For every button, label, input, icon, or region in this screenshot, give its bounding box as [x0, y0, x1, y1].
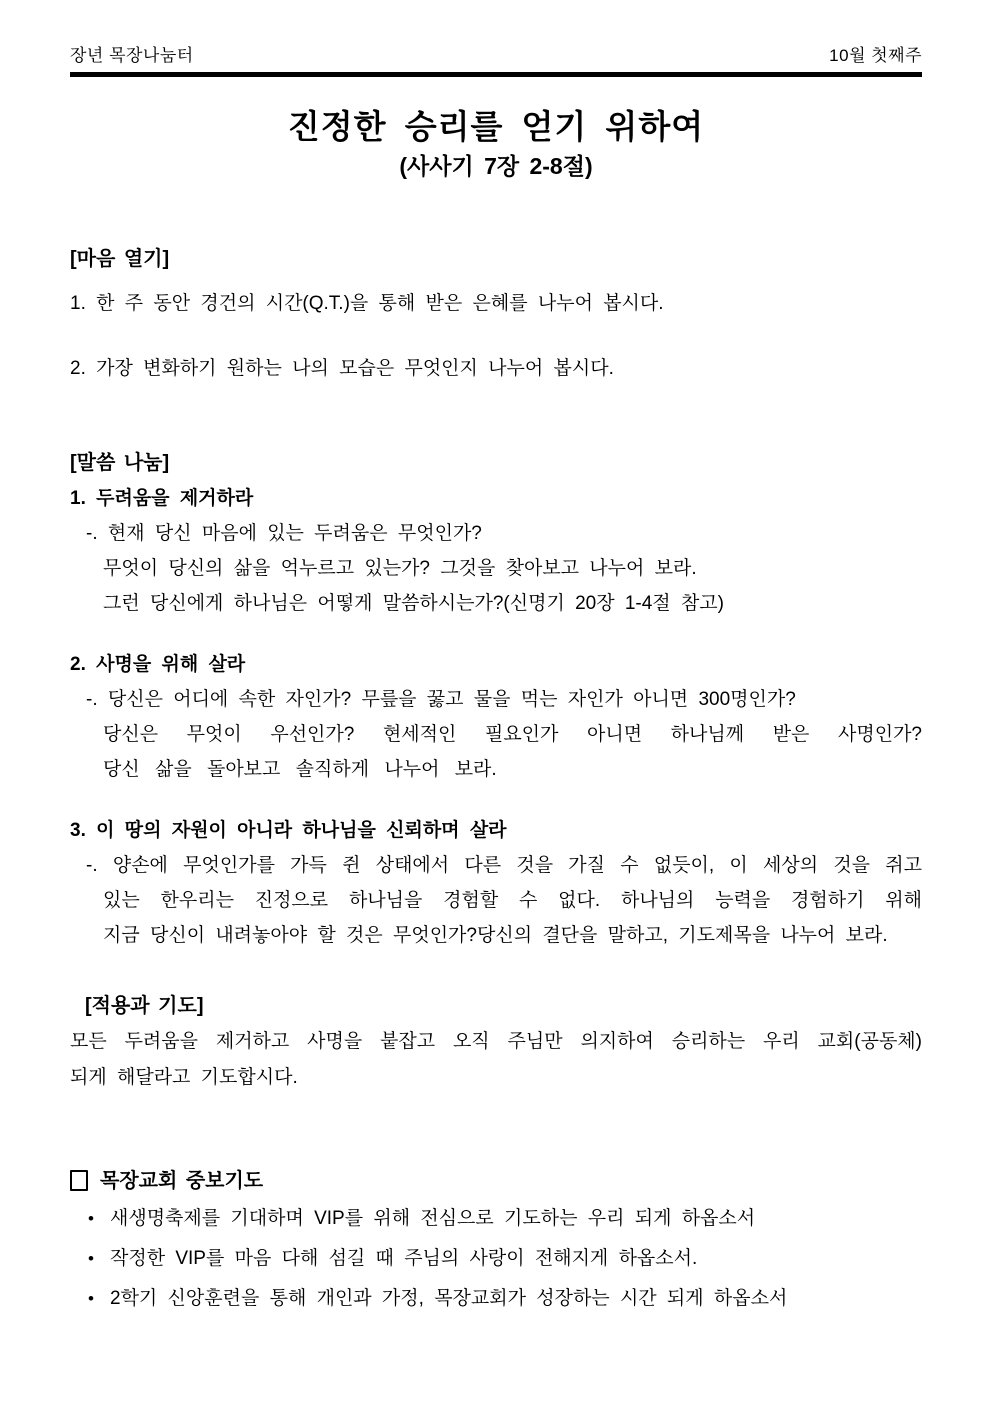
application-prayer-line: 되게 해달라고 기도합시다.	[70, 1067, 298, 1088]
intercession-item	[70, 1239, 922, 1279]
heart-opening-item: 1. 한 주 동안 경건의 시간(Q.T.)을 통해 받은 은혜를 나누어 봅시다.	[70, 293, 664, 314]
word-point-title: 2. 사명을 위해 살라	[70, 654, 246, 675]
header-divider	[70, 72, 922, 77]
bullet-icon: •	[88, 1289, 94, 1308]
word-point-line: 당신은 무엇이 우선인가? 현세적인 필요인가 아니면 하나님께 받은 사명인가?	[103, 724, 922, 745]
intercession-item	[70, 1199, 922, 1239]
section-heading: 목장교회 중보기도	[100, 1170, 264, 1192]
section-heading: [말씀 나눔]	[70, 452, 170, 474]
word-point-line: -. 현재 당신 마음에 있는 두려움은 무엇인가?	[86, 523, 482, 544]
section-word-sharing	[70, 446, 922, 953]
word-point-line: 지금 당신이 내려놓아야 할 것은 무엇인가?당신의 결단을 말하고, 기도제목을 나누어 보라.	[103, 925, 888, 946]
section-application-prayer	[70, 989, 922, 1096]
intercession-heading-row	[70, 1164, 922, 1199]
word-point-line: 무엇이 당신의 삶을 억누르고 있는가? 그것을 찾아보고 나누어 보라.	[103, 558, 697, 579]
word-point-line: -. 양손에 무엇인가를 가득 쥔 상태에서 다른 것을 가질 수 없듯이, 이 세상의 것을 쥐고	[86, 855, 922, 876]
heart-opening-item: 2. 가장 변화하기 원하는 나의 모습은 무엇인지 나누어 봅시다.	[70, 358, 614, 379]
header-right-label: 10월 첫째주	[829, 46, 922, 65]
word-point-line: 있는 한우리는 진정으로 하나님을 경험할 수 없다. 하나님의 능력을 경험하기 위해	[103, 890, 922, 911]
bullet-icon: •	[88, 1209, 94, 1228]
document-title: 진정한 승리를 얻기 위하여	[287, 108, 705, 145]
word-point-line: -. 당신은 어디에 속한 자인가? 무릎을 꿇고 물을 먹는 자인가 아니면 300명인가?	[86, 689, 796, 710]
intercession-item-text: 2학기 신앙훈련을 통해 개인과 가정, 목장교회가 성장하는 시간 되게 하옵소서	[110, 1288, 788, 1309]
word-point-line: 당신 삶을 돌아보고 솔직하게 나누어 보라.	[103, 759, 497, 780]
section-heading: [마음 열기]	[70, 248, 170, 270]
intercession-item	[70, 1279, 922, 1319]
word-point-line: 그런 당신에게 하나님은 어떻게 말씀하시는가?(신명기 20장 1-4절 참고)	[103, 593, 724, 614]
section-heading: [적용과 기도]	[85, 995, 204, 1017]
word-point-title: 3. 이 땅의 자원이 아니라 하나님을 신뢰하며 살라	[70, 820, 507, 841]
word-point-3	[70, 813, 922, 953]
checkbox-icon	[70, 1170, 88, 1191]
section-heart-opening	[70, 242, 922, 386]
bullet-icon: •	[88, 1249, 94, 1268]
intercession-item-text: 새생명축제를 기대하며 VIP를 위해 전심으로 기도하는 우리 되게 하옵소서	[110, 1208, 756, 1229]
section-intercession	[70, 1164, 922, 1319]
document-header	[70, 0, 922, 66]
word-point-2	[70, 647, 922, 787]
word-point-1	[70, 481, 922, 621]
document-subtitle: (사사기 7장 2-8절)	[399, 153, 593, 179]
word-point-title: 1. 두려움을 제거하라	[70, 488, 254, 509]
header-left-label: 장년 목장나눔터	[70, 46, 194, 65]
application-prayer-line: 모든 두려움을 제거하고 사명을 붙잡고 오직 주님만 의지하여 승리하는 우리 교회(공동체)	[70, 1031, 922, 1052]
intercession-item-text: 작정한 VIP를 마음 다해 섬길 때 주님의 사랑이 전해지게 하옵소서.	[110, 1248, 698, 1269]
